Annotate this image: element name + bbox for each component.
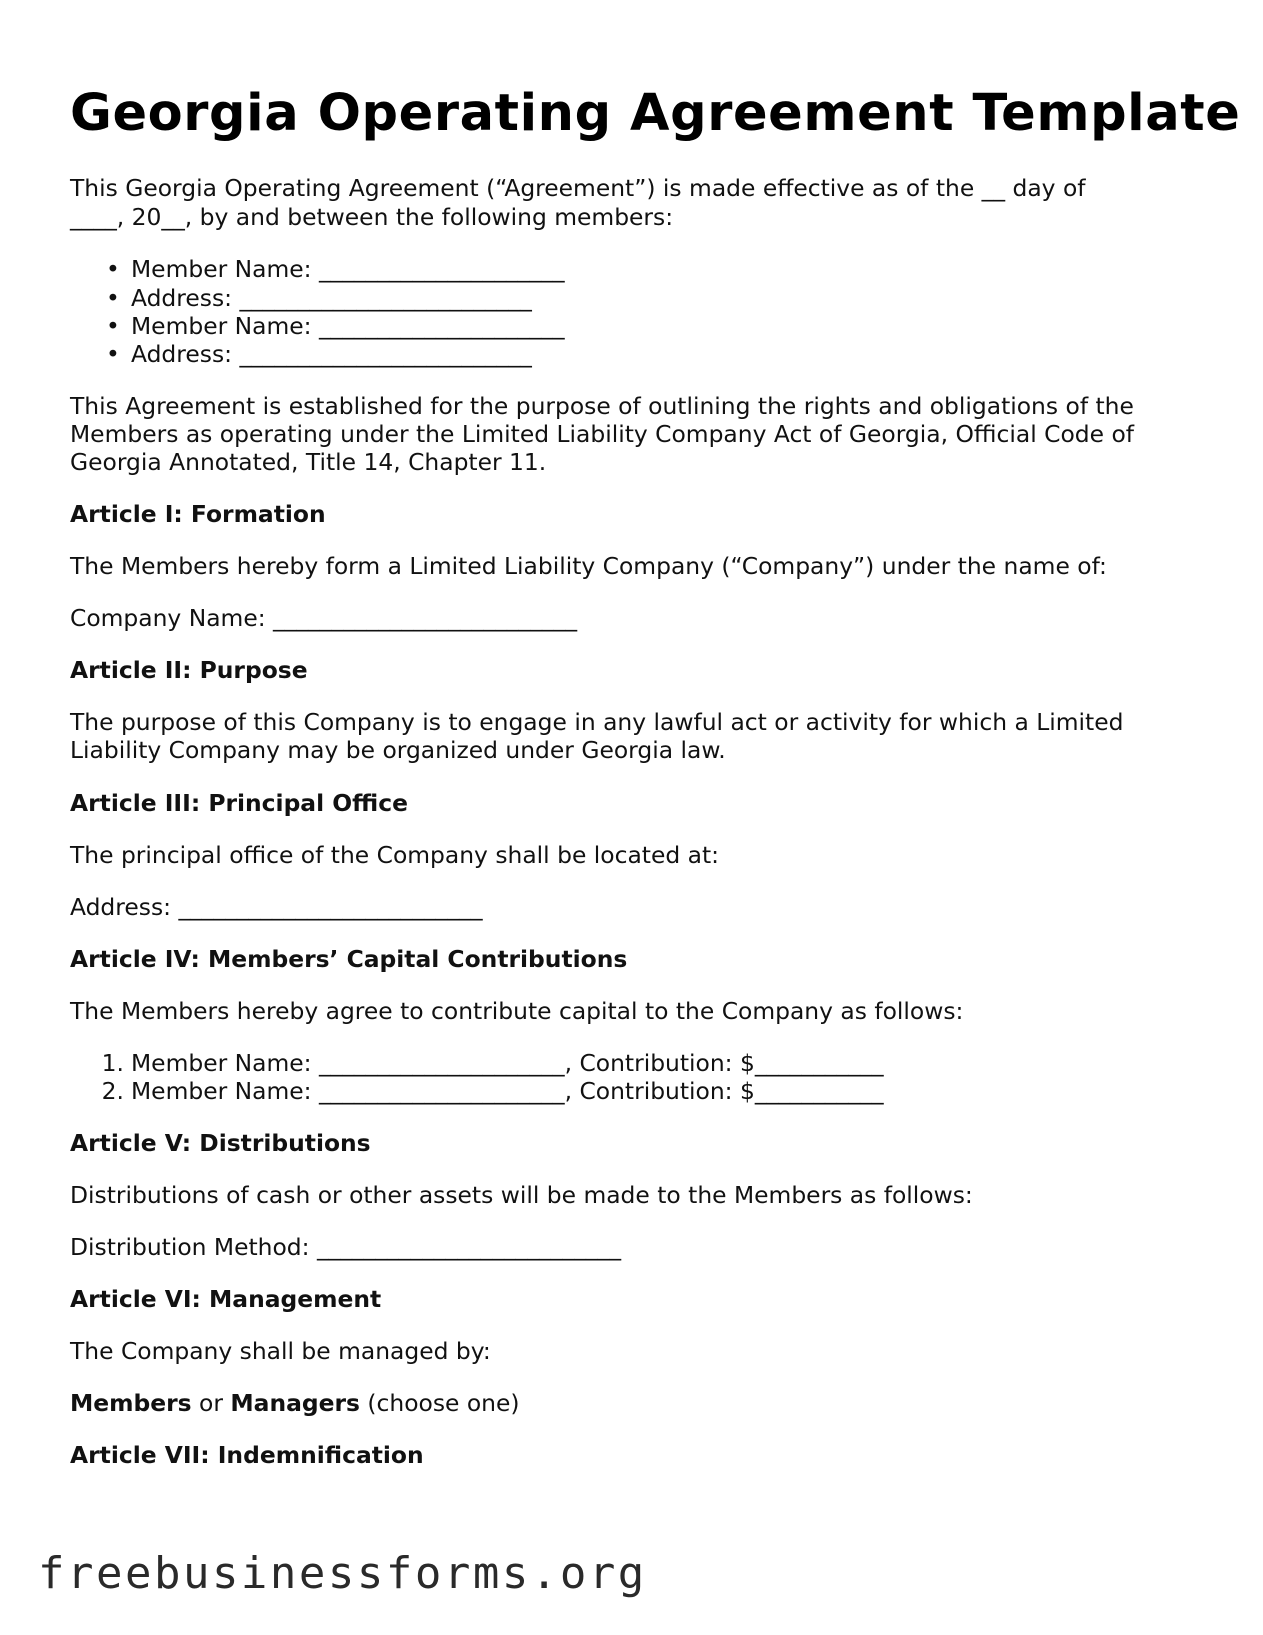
distribution-method-field[interactable]: Distribution Method: __________________________ [70,1233,622,1261]
article-2-text-line-1: The purpose of this Company is to engage in any lawful act or activity for which a Limited [70,708,1124,736]
purpose-paragraph-line-1: This Agreement is established for the purpose of outlining the rights and obligations of the [70,392,1134,420]
article-3-heading: Article III: Principal Office [70,789,408,817]
intro-line-1: This Georgia Operating Agreement (“Agreement”) is made effective as of the __ day of [70,174,1086,202]
bullet-icon: • [106,312,120,340]
page-title: Georgia Operating Agreement Template [70,84,1241,143]
purpose-paragraph-line-2: Members as operating under the Limited Liability Company Act of Georgia, Official Code of [70,420,1134,448]
watermark-text: freebusinessforms.org [38,1548,647,1599]
member-address-field-2[interactable]: Address: _________________________ [131,340,532,368]
article-5-heading: Article V: Distributions [70,1129,371,1157]
article-1-text: The Members hereby form a Limited Liability Company (“Company”) under the name of: [70,552,1107,580]
list-number: 2. [101,1077,124,1105]
member-name-field-1[interactable]: Member Name: _____________________ [131,255,565,283]
purpose-paragraph-line-3: Georgia Annotated, Title 14, Chapter 11. [70,448,547,476]
article-1-heading: Article I: Formation [70,500,326,528]
article-4-text: The Members hereby agree to contribute capital to the Company as follows: [70,997,964,1025]
article-4-heading: Article IV: Members’ Capital Contributions [70,945,628,973]
list-number: 1. [101,1049,124,1077]
member-address-field-1[interactable]: Address: _________________________ [131,284,532,312]
choice-members: Members [70,1389,192,1417]
choice-managers: Managers [230,1389,360,1417]
article-2-heading: Article II: Purpose [70,656,308,684]
bullet-icon: • [106,255,120,283]
company-name-field[interactable]: Company Name: __________________________ [70,604,578,632]
intro-line-2: ____, 20__, by and between the following members: [70,203,674,231]
choice-or: or [191,1389,231,1417]
article-6-text: The Company shall be managed by: [70,1337,491,1365]
management-choice[interactable] [70,1389,520,1418]
article-6-heading: Article VI: Management [70,1285,382,1313]
article-7-heading: Article VII: Indemnification [70,1441,424,1469]
member-name-field-2[interactable]: Member Name: _____________________ [131,312,565,340]
choice-note: (choose one) [359,1389,520,1417]
bullet-icon: • [106,284,120,312]
contribution-field-2[interactable]: Member Name: _____________________, Contribution: $___________ [131,1077,884,1105]
office-address-field[interactable]: Address: __________________________ [70,893,483,921]
article-3-text: The principal office of the Company shall be located at: [70,841,720,869]
contribution-field-1[interactable]: Member Name: _____________________, Contribution: $___________ [131,1049,884,1077]
bullet-icon: • [106,340,120,368]
article-5-text: Distributions of cash or other assets will be made to the Members as follows: [70,1181,973,1209]
article-2-text-line-2: Liability Company may be organized under Georgia law. [70,736,726,764]
